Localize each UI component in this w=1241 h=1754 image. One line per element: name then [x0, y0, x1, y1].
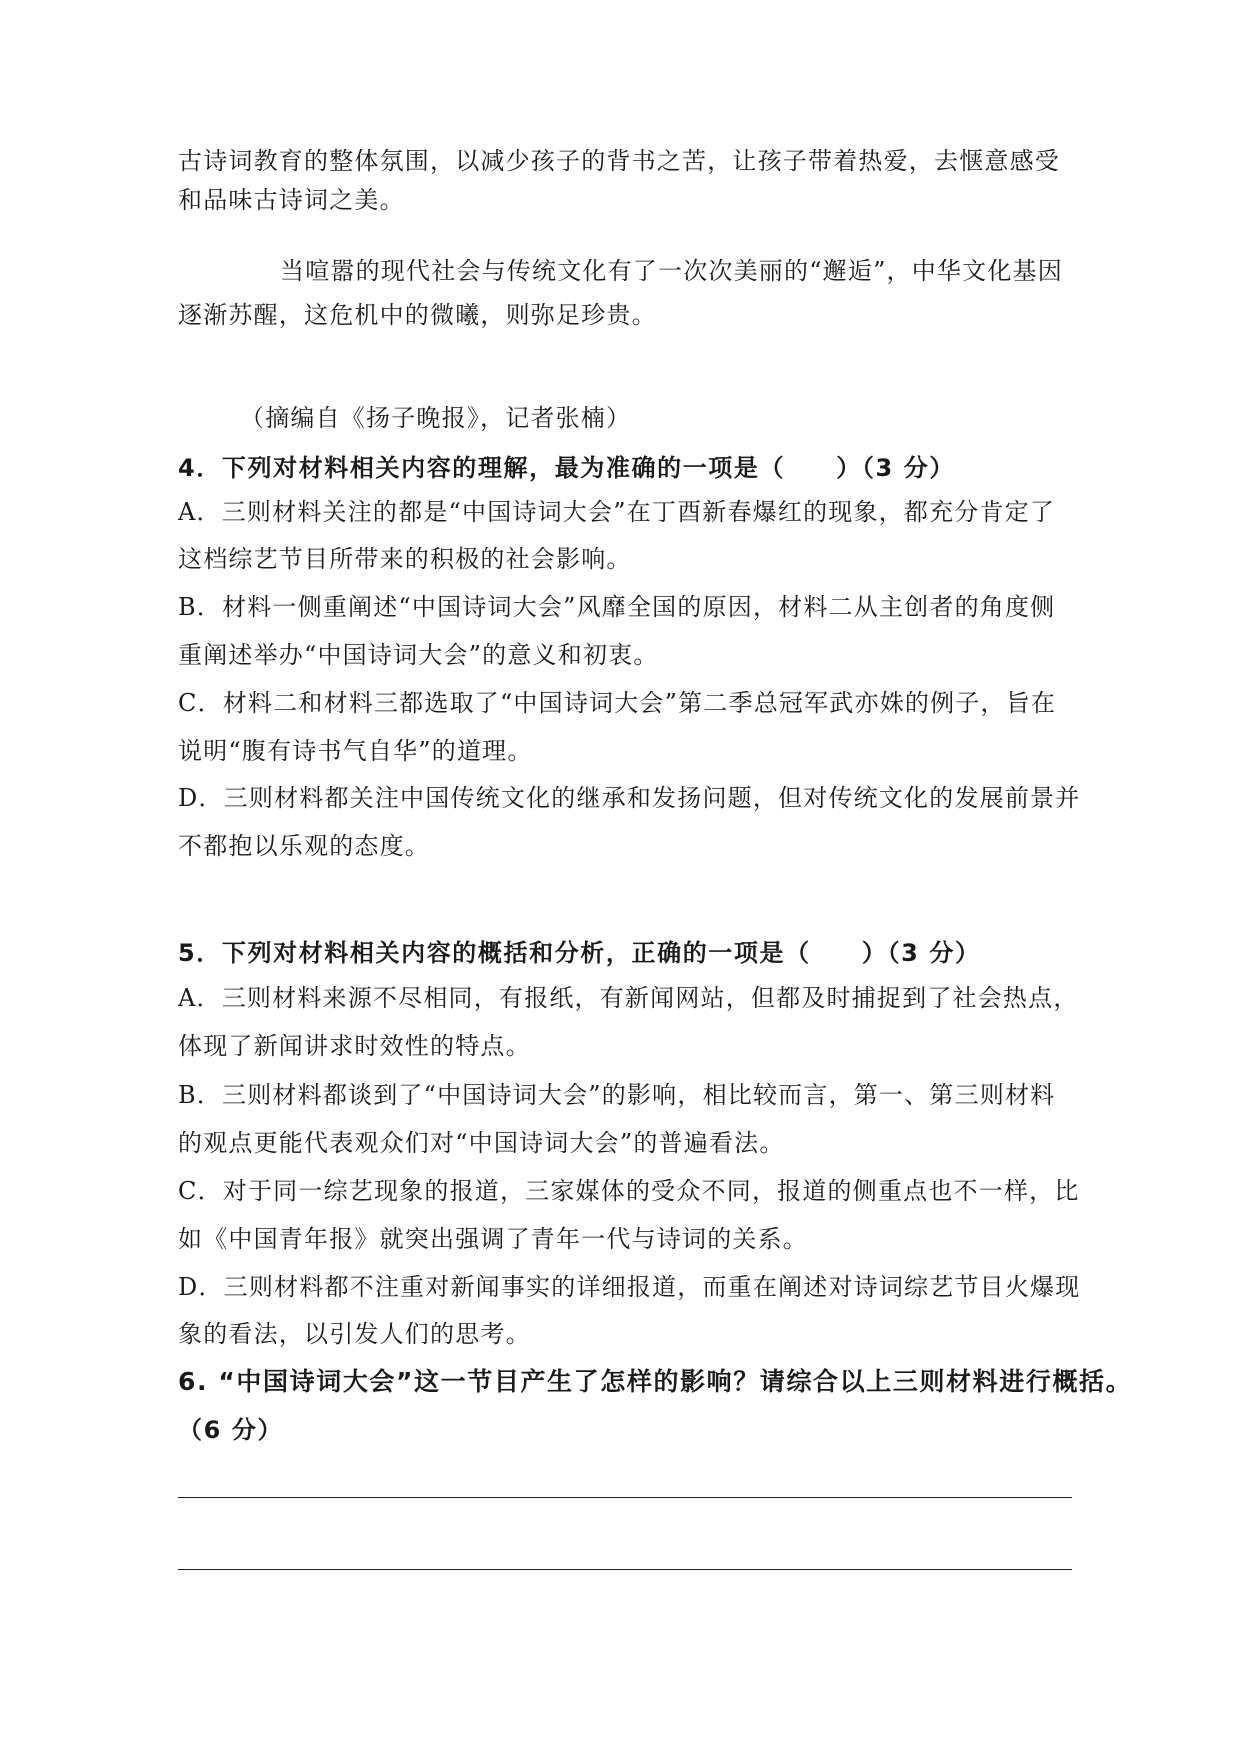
- q5-option-b-line-2: 的观点更能代表观众们对“中国诗词大会”的普遍看法。: [178, 1129, 785, 1157]
- intro-line-4: 逐渐苏醒，这危机中的微曦，则弥足珍贵。: [178, 301, 657, 329]
- q4-option-c-line-1: C．材料二和材料三都选取了“中国诗词大会”第二季总冠军武亦姝的例子，旨在: [178, 689, 1057, 717]
- q5-option-d-line-2: 象的看法，以引发人们的思考。: [178, 1320, 531, 1348]
- q5-option-d-line-1: D．三则材料都不注重对新闻事实的详细报道，而重在阐述对诗词综艺节目火爆现: [178, 1273, 1081, 1301]
- answer-line-1: [178, 1497, 1072, 1498]
- intro-line-3: 当喧嚣的现代社会与传统文化有了一次次美丽的“邂逅”，中华文化基因: [280, 257, 1063, 285]
- q4-option-d-line-2: 不都抱以乐观的态度。: [178, 832, 430, 860]
- q5-option-b-line-1: B．三则材料都谈到了“中国诗词大会”的影响，相比较而言，第一、第三则材料: [178, 1081, 1056, 1109]
- question-5-stem: 5．下列对材料相关内容的概括和分析，正确的一项是（ ）（3 分）: [178, 939, 981, 967]
- intro-line-1: 古诗词教育的整体氛围，以减少孩子的背书之苦，让孩子带着热爱，去惬意感受: [178, 147, 1060, 175]
- answer-line-2: [178, 1569, 1072, 1570]
- q4-option-c-line-2: 说明“腹有诗书气自华”的道理。: [178, 737, 533, 765]
- q5-option-a-line-2: 体现了新闻讲求时效性的特点。: [178, 1032, 531, 1060]
- q5-option-c-line-1: C．对于同一综艺现象的报道，三家媒体的受众不同，报道的侧重点也不一样，比: [178, 1177, 1080, 1205]
- q4-option-b-line-2: 重阐述举办“中国诗词大会”的意义和初衷。: [178, 641, 659, 669]
- question-6-score: （6 分）: [178, 1416, 284, 1444]
- intro-line-2: 和品味古诗词之美。: [178, 186, 405, 214]
- q4-option-a-line-2: 这档综艺节目所带来的积极的社会影响。: [178, 545, 632, 573]
- q4-option-a-line-1: A．三则材料关注的都是“中国诗词大会”在丁酉新春爆红的现象，都充分肯定了: [178, 498, 1056, 526]
- source-citation: （摘编自《扬子晚报》，记者张楠）: [240, 404, 632, 432]
- q5-option-a-line-1: A．三则材料来源不尽相同，有报纸，有新闻网站，但都及时捕捉到了社会热点，: [178, 984, 1079, 1012]
- q4-option-d-line-1: D．三则材料都关注中国传统文化的继承和发扬问题，但对传统文化的发展前景并: [178, 784, 1081, 812]
- q4-option-b-line-1: B．材料一侧重阐述“中国诗词大会”风靡全国的原因，材料二从主创者的角度侧: [178, 593, 1056, 621]
- question-6-stem: 6. “中国诗词大会”这一节目产生了怎样的影响？请综合以上三则材料进行概括。: [178, 1367, 1133, 1396]
- question-4-stem: 4．下列对材料相关内容的理解，最为准确的一项是（ ）（3 分）: [178, 454, 955, 482]
- q5-option-c-line-2: 如《中国青年报》就突出强调了青年一代与诗词的关系。: [178, 1225, 808, 1253]
